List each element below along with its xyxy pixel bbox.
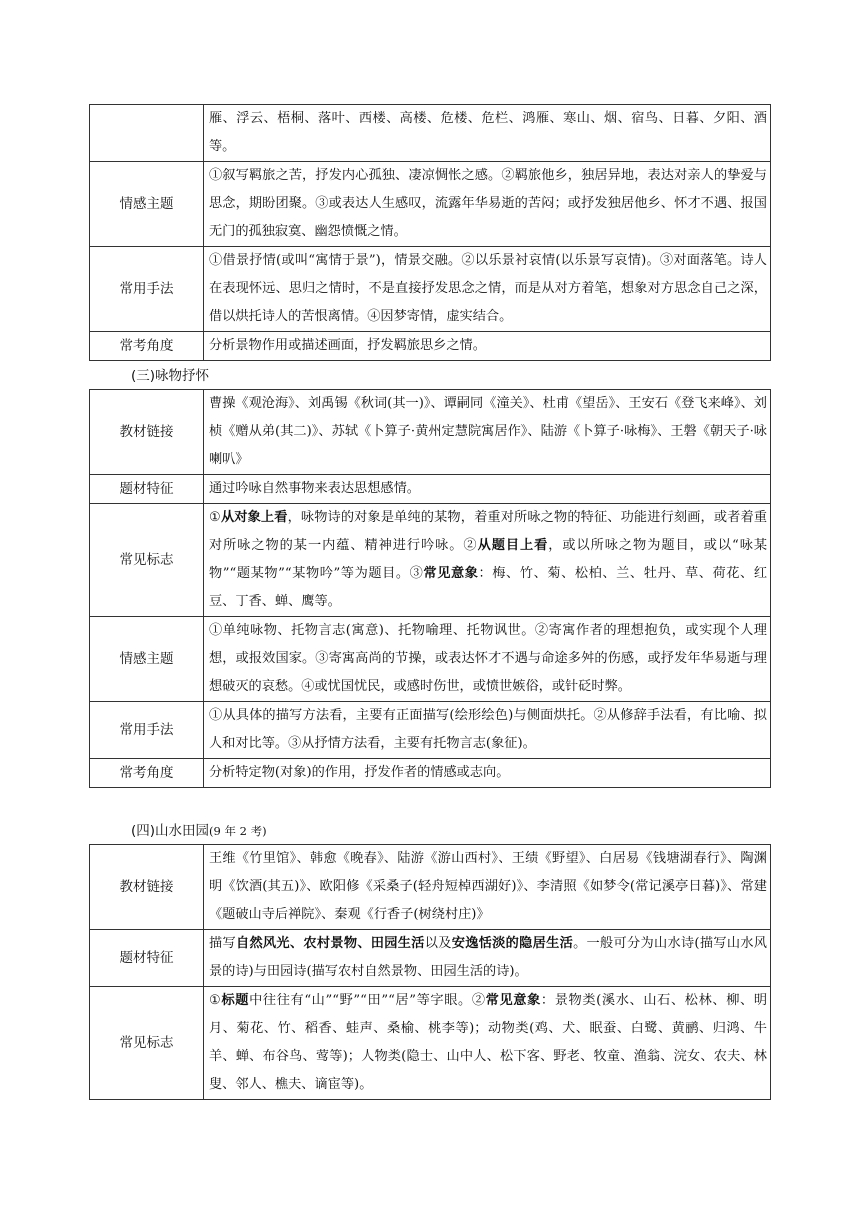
row-label bbox=[90, 105, 204, 162]
content-text: ：景物类(溪水、山石、松林、柳、明月、菊花、竹、稻香、蛙声、桑榆、桃李等)；动物类(鸡、犬、眠蚕、白鹭、黄鹂、归鸿、牛羊、蝉、布谷鸟、莺等)；人物类(隐士、山中人、松下客、野老、牧童、渔翁、浣女、农夫、林叟、邻人、樵夫、谪宦等)。 bbox=[209, 993, 768, 1092]
row-content: 雁、浮云、梧桐、落叶、西楼、高楼、危楼、危栏、鸿雁、寒山、烟、宿鸟、日暮、夕阳、酒等。 bbox=[204, 105, 771, 162]
table-section2 bbox=[89, 104, 771, 361]
keyword: 从对象上看 bbox=[220, 510, 288, 525]
row-content: 王维《竹里馆》、韩愈《晚春》、陆游《游山西村》、王绩《野望》、白居易《钱塘湖春行》、陶渊明《饮酒(其五)》、欧阳修《采桑子(轻舟短棹西湖好)》、李清照《如梦令(常记溪亭日暮)》、常建《题破山寺后禅院》、秦观《行香子(树绕村庄)》 bbox=[204, 845, 771, 930]
table-row bbox=[90, 987, 771, 1100]
table-row bbox=[90, 617, 771, 702]
content-text: 中往往有“山”“野”“田”“居”等字眼。② bbox=[249, 993, 486, 1008]
row-content: ①叙写羁旅之苦，抒发内心孤独、凄凉惆怅之感。②羁旅他乡，独居异地，表达对亲人的挚爱与思念，期盼团聚。③或表达人生感叹，流露年华易逝的苦闷；或抒发独居他乡、怀才不遇、报国无门的孤独寂寞、幽怨愤慨之情。 bbox=[204, 162, 771, 247]
row-label: 常考角度 bbox=[90, 332, 204, 361]
row-label: 题材特征 bbox=[90, 930, 204, 987]
table-row bbox=[90, 475, 771, 504]
table-row bbox=[90, 930, 771, 987]
table-row bbox=[90, 247, 771, 332]
table-row bbox=[90, 504, 771, 617]
keyword: 标题 bbox=[221, 993, 250, 1008]
row-content: 通过吟咏自然事物来表达思想感情。 bbox=[204, 475, 771, 504]
table-row bbox=[90, 759, 771, 788]
table-row bbox=[90, 702, 771, 759]
section-heading bbox=[131, 820, 267, 842]
row-content: ①单纯咏物、托物言志(寓意)、托物喻理、托物讽世。②寄寓作者的理想抱负，或实现个人理想，或报效国家。③寄寓高尚的节操，或表达怀才不遇与命途多舛的伤感，或抒发年华易逝与理想破灭的哀愁。④或忧国忧民，或感时伤世，或愤世嫉俗，或针砭时弊。 bbox=[204, 617, 771, 702]
table-section3 bbox=[89, 389, 771, 788]
content-text: 描写 bbox=[209, 936, 236, 951]
content-text: ：梅、竹、菊、松柏、兰、牡丹、草、荷花、红豆、丁香、蝉、鹰等。 bbox=[209, 566, 768, 609]
keyword: 常见意象 bbox=[485, 993, 541, 1008]
content-text: ，或以所咏之物为题目，或以“咏某物”“题某物”“某物吟”等为题目。③ bbox=[209, 538, 768, 581]
row-label: 情感主题 bbox=[90, 162, 204, 247]
heading-note: (9 年 2 考) bbox=[209, 824, 267, 838]
row-content: 分析景物作用或描述画面，抒发羁旅思乡之情。 bbox=[204, 332, 771, 361]
keyword: 常见意象 bbox=[423, 566, 479, 581]
section-heading bbox=[131, 365, 209, 387]
row-label: 常见标志 bbox=[90, 987, 204, 1100]
row-label: 常用手法 bbox=[90, 702, 204, 759]
keyword: 从题目上看 bbox=[477, 538, 549, 553]
row-content: ①标题中往往有“山”“野”“田”“居”等字眼。②常见意象：景物类(溪水、山石、松林、柳、明月、菊花、竹、稻香、蛙声、桑榆、桃李等)；动物类(鸡、犬、眠蚕、白鹭、黄鹂、归鸿、牛羊、蝉、布谷鸟、莺等)；人物类(隐士、山中人、松下客、野老、牧童、渔翁、浣女、农夫、林叟、邻人、樵夫、谪宦等)。 bbox=[204, 987, 771, 1100]
row-label: 教材链接 bbox=[90, 390, 204, 475]
table-row bbox=[90, 105, 771, 162]
row-label: 常见标志 bbox=[90, 504, 204, 617]
keyword: 自然风光、农村景物、田园生活 bbox=[235, 936, 425, 951]
row-label: 教材链接 bbox=[90, 845, 204, 930]
content-text: 。一般可分为山水诗(描写山水风景的诗)与田园诗(描写农村自然景物、田园生活的诗)。 bbox=[209, 936, 767, 979]
row-content: ①从对象上看，咏物诗的对象是单纯的某物，着重对所咏之物的特征、功能进行刻画，或者着重对所咏之物的某一内蕴、精神进行吟咏。②从题目上看，或以所咏之物为题目，或以“咏某物”“题某物”“某物吟”等为题目。③常见意象：梅、竹、菊、松柏、兰、牡丹、草、荷花、红豆、丁香、蝉、鹰等。 bbox=[204, 504, 771, 617]
table-row bbox=[90, 845, 771, 930]
row-content bbox=[204, 930, 771, 987]
table-section4 bbox=[89, 844, 771, 1100]
heading-text: (四)山水田园 bbox=[131, 823, 210, 839]
table-row bbox=[90, 390, 771, 475]
row-content: 分析特定物(对象)的作用，抒发作者的情感或志向。 bbox=[204, 759, 771, 788]
row-content: ①借景抒情(或叫“寓情于景”)，情景交融。②以乐景衬哀情(以乐景写哀情)。③对面落笔。诗人在表现怀远、思归之情时，不是直接抒发思念之情，而是从对方着笔，想象对方思念自己之深，借以烘托诗人的苦恨离情。④因梦寄情，虚实结合。 bbox=[204, 247, 771, 332]
heading-text: (三)咏物抒怀 bbox=[131, 368, 210, 384]
content-text: ，咏物诗的对象是单纯的某物，着重对所咏之物的特征、功能进行刻画，或者着重对所咏之物的某一内蕴、精神进行吟咏。② bbox=[209, 510, 768, 553]
row-label: 情感主题 bbox=[90, 617, 204, 702]
row-label: 题材特征 bbox=[90, 475, 204, 504]
content-text: 以及 bbox=[424, 936, 452, 951]
row-content: ①从具体的描写方法看，主要有正面描写(绘形绘色)与侧面烘托。②从修辞手法看，有比喻、拟人和对比等。③从抒情方法看，主要有托物言志(象征)。 bbox=[204, 702, 771, 759]
keyword: 安逸恬淡的隐居生活 bbox=[451, 936, 574, 951]
table-row bbox=[90, 162, 771, 247]
row-label: 常考角度 bbox=[90, 759, 204, 788]
table-row bbox=[90, 332, 771, 361]
row-label: 常用手法 bbox=[90, 247, 204, 332]
row-content: 曹操《观沧海》、刘禹锡《秋词(其一)》、谭嗣同《潼关》、杜甫《望岳》、王安石《登飞来峰》、刘桢《赠从弟(其二)》、苏轼《卜算子·黄州定慧院寓居作》、陆游《卜算子·咏梅》、王磐《朝天子·咏喇叭》 bbox=[204, 390, 771, 475]
